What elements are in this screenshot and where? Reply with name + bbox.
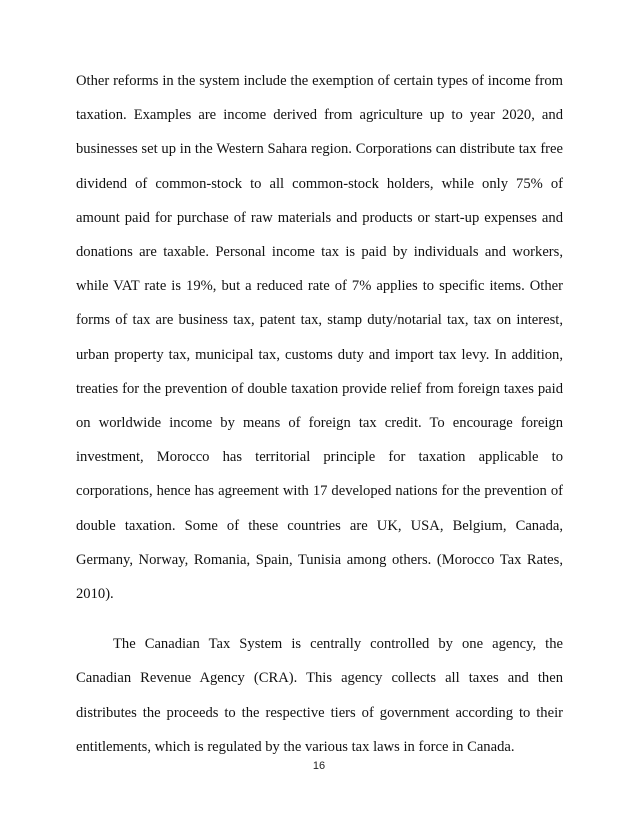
text-line: treaties for the prevention of double taxation provide relief from foreign taxes paid (76, 380, 563, 397)
text-line: on worldwide income by means of foreign tax credit. To encourage foreign (76, 415, 563, 432)
text-line: Germany, Norway, Romania, Spain, Tunisia among others. (Morocco Tax Rates, (76, 551, 563, 568)
text-line: 2010). (76, 586, 114, 603)
text-line: corporations, hence has agreement with 17 developed nations for the prevention of (76, 483, 563, 500)
paragraph-spacer (76, 611, 563, 627)
paragraph-morocco-tax-reforms (76, 64, 563, 611)
text-line: Canadian Revenue Agency (CRA). This agency collects all taxes and then (76, 670, 563, 687)
text-line: Other reforms in the system include the exemption of certain types of income from (76, 73, 563, 89)
text-line: urban property tax, municipal tax, customs duty and import tax levy. In addition, (76, 346, 563, 363)
text-line: businesses set up in the Western Sahara region. Corporations can distribute tax free (76, 141, 563, 158)
text-line: distributes the proceeds to the respective tiers of government according to their (76, 704, 563, 721)
text-line: while VAT rate is 19%, but a reduced rate of 7% applies to specific items. Other (76, 278, 563, 295)
paragraph-canadian-tax-system (76, 627, 563, 764)
text-line: forms of tax are business tax, patent tax, stamp duty/notarial tax, tax on interest, (76, 312, 563, 329)
body-text (76, 64, 563, 764)
text-line: double taxation. Some of these countries are UK, USA, Belgium, Canada, (76, 517, 563, 534)
text-line: investment, Morocco has territorial principle for taxation applicable to (76, 449, 563, 466)
text-line: amount paid for purchase of raw materials and products or start-up expenses and (76, 209, 563, 226)
text-line: entitlements, which is regulated by the various tax laws in force in Canada. (76, 738, 515, 755)
text-line: taxation. Examples are income derived from agriculture up to year 2020, and (76, 107, 563, 124)
page-number: 16 (312, 760, 326, 772)
text-line: dividend of common-stock to all common-stock holders, while only 75% of (76, 175, 563, 192)
text-line: donations are taxable. Personal income tax is paid by individuals and workers, (76, 244, 563, 261)
text-line: The Canadian Tax System is centrally controlled by one agency, the (113, 636, 563, 653)
